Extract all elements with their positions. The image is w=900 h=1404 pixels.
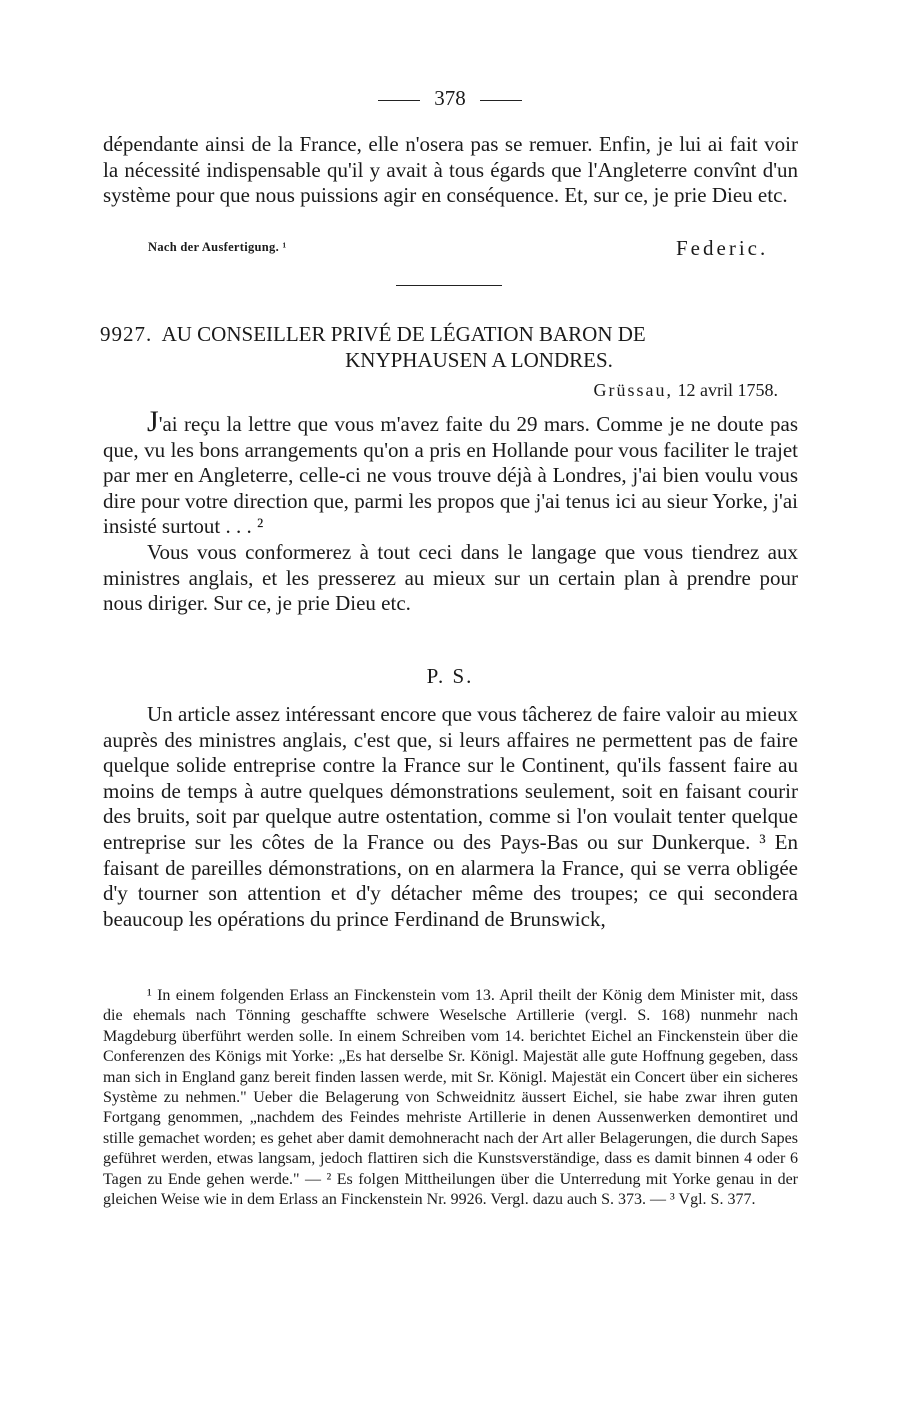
top-paragraph-block	[103, 132, 798, 209]
page-number: 378	[434, 86, 466, 110]
drop-cap: J	[147, 405, 159, 438]
postscript-body	[103, 702, 798, 932]
header-dash-left	[378, 100, 420, 101]
dateline	[560, 380, 778, 401]
letter-paragraph-1	[103, 405, 798, 540]
header-dash-right	[480, 100, 522, 101]
footnote-text: ¹ In einem folgenden Erlass an Finckenstein vom 13. April theilt der König dem Minister mit, dass die ehemals nach Tönning geschaffte schwere Weselsche Artillerie (vergl. S. 168) nunmehr nach Magdeburg überführt werden solle. In einem Schreiben vom 14. berichtet Eichel an Finckenstein über die Conferenzen des Königs mit Yorke: „Es hat derselbe Sr. Königl. Majestät alle gute Hoffnung gegeben, dass man sich in England ganz bereit finden lassen werde, mit Sr. Königl. Majestät ein Concert über ein sicheres Système zu nehmen." Ueber die Belagerung von Schweidnitz äussert Eichel, sie habe zwar ihren guten Fortgang genommen, „nachdem des Feindes mehriste Artillerie in denen Aussenwerken demontiret und stille gemachet worden; es gehet aber damit demohneracht nach der Art aller Belagerungen, die durch Sapes geführet werden, etwas langsam, jedoch flattiren sich die Kunstsverständige, dass es damit binnen 4 oder 6 Tagen zu Ende gehen werde." — ² Es folgen Mittheilungen über die Unterredung mit Yorke genau in der gleichen Weise wie in dem Erlass an Finckenstein Nr. 9926. Vergl. dazu auch S. 373. — ³ Vgl. S. 377.	[103, 987, 798, 1209]
page-number-header	[0, 86, 900, 111]
letter-paragraph-2: Vous vous conformerez à tout ceci dans le langage que vous tiendrez aux ministres anglais, et les presserez au mieux sur un certain plan à prendre pour nous diriger. Sur ce, je prie Dieu etc.	[103, 539, 798, 616]
letter-number: 9927.	[100, 322, 153, 346]
letter-heading	[100, 322, 820, 373]
postscript-paragraph: Un article assez intéressant encore que vous tâcherez de faire valoir au mieux auprès des ministres anglais, c'est que, si leurs affaires ne permettent pas de faire quelque solide entreprise contre la France sur le Continent, qu'ils fassent faire au moins de temps à autre quelques démonstrations seulement, soit en faisant courir des bruits, soit par quelque autre ostentation, comme si l'on voulait tenter quelque entreprise sur les côtes de la France ou des Pays-Bas ou sur Dunkerque. ³ En faisant de pareilles démonstrations, on en alarmera la France, qui se verra obligée d'y tourner son attention et d'y détacher même des troupes; ce qui secondera beaucoup les opérations du prince Ferdinand de Brunswick,	[103, 702, 798, 931]
source-note: Nach der Ausfertigung. ¹	[148, 240, 287, 254]
dateline-date: 12 avril 1758.	[677, 380, 778, 400]
signature: Federic.	[676, 236, 769, 260]
letter-body	[103, 405, 798, 617]
top-paragraph: dépendante ainsi de la France, elle n'osera pas se remuer. Enfin, je lui ai fait voir la nécessité indispensable qu'il y avait à tous égards que l'Angleterre convînt d'un système pour que nous puissions agir en conséquence. Et, sur ce, je prie Dieu etc.	[103, 132, 798, 208]
postscript-label: P. S.	[426, 664, 474, 688]
letter-paragraph-1-text: 'ai reçu la lettre que vous m'avez faite du 29 mars. Comme je ne doute pas que, vu les bons arrangements qu'on a pris en Hollande pour vous faciliter le trajet par mer en Angleterre, celle-ci ne vous trouve déjà à Londres, j'ai bien voulu vous dire pour votre direction que, parmi les propos que j'ai tenus ici au sieur Yorke, j'ai insisté surtout . . . ²	[103, 412, 798, 539]
letter-title-line2: KNYPHAUSEN A LONDRES.	[345, 347, 613, 372]
letter-heading-line1	[100, 322, 820, 348]
dateline-place: Grüssau,	[593, 380, 673, 400]
footnotes	[103, 986, 798, 1210]
section-separator	[396, 285, 502, 286]
letter-title-line1: AU CONSEILLER PRIVÉ DE LÉGATION BARON DE	[161, 322, 646, 346]
